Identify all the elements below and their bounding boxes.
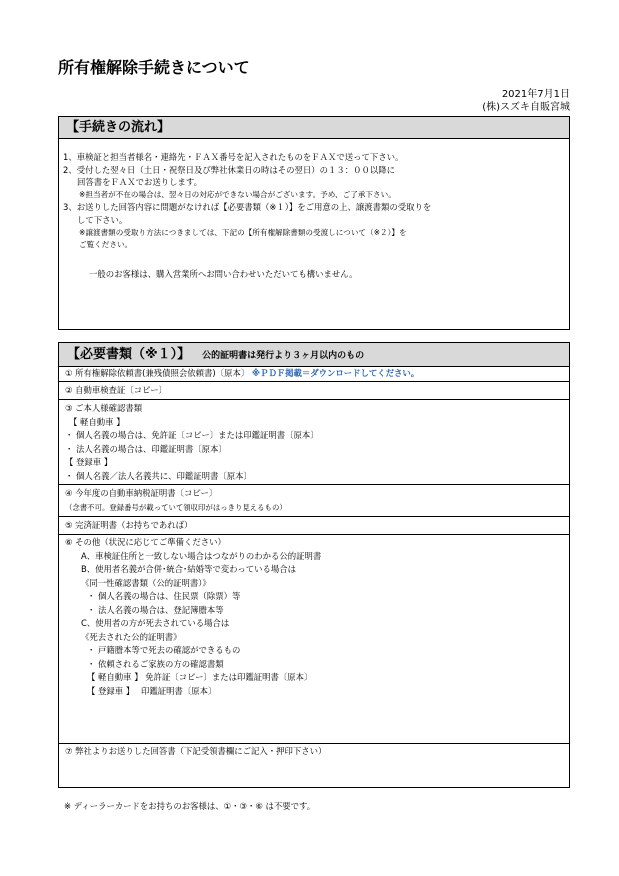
required-item-4-label: ④ 今年度の自動車納税証明書〔コピー〕	[65, 488, 218, 498]
company-name: (株)スズキ自販宮城	[482, 102, 570, 113]
list-item: ・ 法人名義の場合は、登記簿謄本等	[87, 604, 224, 615]
list-item: 【 軽自動車 】 免許証〔コピー〕または印鑑証明書〔原本〕	[87, 672, 313, 682]
required-item-3-label: ③ ご本人様確認書類	[65, 403, 143, 413]
step-note: ※譲渡書類の受取り方法につきましては、下記の【所有権解除書類の受渡しについて（※２）】を	[79, 227, 407, 237]
required-item-1	[59, 367, 569, 382]
required-item-5-label: ⑤ 完済証明書（お持ちであれば）	[65, 520, 193, 530]
death-certificate-heading: 《死去された公的証明書》	[81, 631, 182, 642]
step-note: ※担当者が不在の場合は、翌々日の対応ができない場合がございます。予め、ご了承下さい。	[79, 189, 396, 199]
list-item: 【 登録車 】 印鑑証明書〔原本〕	[87, 685, 217, 696]
required-item-5	[59, 517, 569, 535]
procedure-steps	[59, 139, 569, 280]
required-subheading: 公的証明書は発行より３ヶ月以内のもの	[202, 351, 365, 361]
step-note: ご覧ください。	[79, 240, 133, 250]
step-line: 2、受付した翌々日（土日・祝祭日及び弊社休業日の時はその翌日）の１３：００以降に	[63, 164, 395, 175]
step-line: 1、車検証と担当者様名・連絡先・ＦＡＸ番号を記入されたものをＦＡＸで送って下さい。	[63, 152, 404, 162]
procedure-heading: 【手続きの流れ】	[59, 117, 569, 139]
required-heading	[59, 343, 569, 367]
required-item-2	[59, 382, 569, 400]
case-c: C、使用者の方が死去されている場合は	[81, 618, 230, 628]
list-item: ・ 個人名義の場合は、住民票（除票）等	[87, 591, 241, 601]
list-item: ・ 戸籍謄本等で死去の確認ができるもの	[87, 645, 241, 655]
required-item-7-label: ⑦ 弊社よりお送りした回答書（下記受領書欄にご記入・押印下さい）	[65, 746, 327, 756]
case-b: B、使用者名義が合併･統合･結婚等で変わっている場合は	[81, 564, 297, 574]
document-date: 2021年7月1日	[501, 89, 570, 100]
list-item: ・ 個人名義の場合は、免許証〔コピー〕または印鑑証明書〔原本〕	[65, 430, 319, 440]
required-item-6	[59, 535, 569, 744]
dealer-card-note: ※ ディーラーカードをお持ちのお客様は、①・③・⑥ は不要です。	[64, 801, 316, 811]
required-item-6-label: ⑥ その他（状況に応じてご準備ください）	[65, 537, 226, 547]
required-documents-box	[58, 342, 570, 788]
required-heading-label: 【必要書類（※１）】	[67, 347, 191, 362]
step-line: して下さい。	[77, 214, 128, 225]
page-title: 所有権解除手続きについて	[58, 58, 250, 77]
general-customer-note: 一般のお客様は、購入営業所へお問い合わせいただいても構いません。	[89, 268, 358, 279]
sub-heading-kei: 【 軽自動車 】	[69, 416, 125, 427]
identity-documents-heading: 《同一性確認書類（公的証明書）》	[81, 577, 211, 588]
required-item-3	[59, 400, 569, 485]
list-item: ・ 依頼されるご家族の方の確認書類	[87, 658, 224, 669]
required-item-1-label: ① 所有権解除依頼書(兼残債照会依頼書)〔原本〕	[65, 368, 250, 378]
required-item-2-label: ② 自動車検査証〔コピー〕	[65, 385, 167, 395]
required-item-7	[59, 744, 569, 760]
step-line: 3、お送りした回答内容に問題がなければ【必要書類（※１）】をご用意の上、譲渡書類の受取りを	[63, 202, 432, 213]
list-item: ・ 個人名義／法人名義共に、印鑑証明書〔原本〕	[65, 470, 252, 481]
procedure-box	[58, 116, 570, 330]
pdf-download-note: ※ＰＤＦ掲載＝ダウンロードしてください。	[251, 368, 420, 378]
required-item-4-note: （念書不可。登録番号が載っていて領収印がはっきり見えるもの）	[65, 502, 287, 512]
required-item-4	[59, 485, 569, 517]
sub-heading-registered: 【 登録車 】	[65, 457, 113, 467]
case-a: A、車検証住所と一致しない場合はつながりのわかる公的証明書	[81, 550, 322, 561]
list-item: ・ 法人名義の場合は、印鑑証明書〔原本〕	[65, 443, 227, 454]
step-line: 回答書をＦＡＸでお送りします。	[77, 177, 202, 188]
